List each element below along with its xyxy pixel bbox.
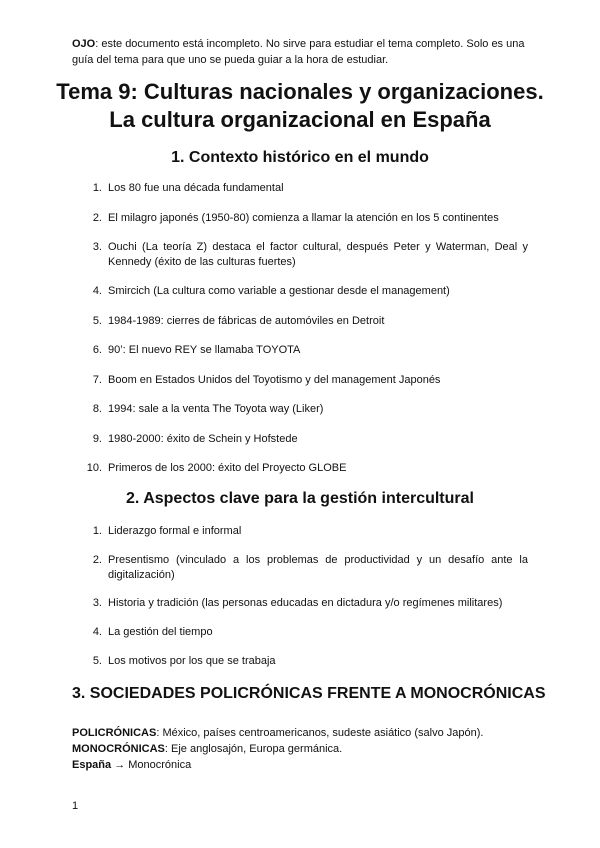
list-text: Liderazgo formal e informal: [108, 525, 242, 537]
monochronic-label: MONOCRÓNICAS: [72, 743, 165, 755]
list-text: El milagro japonés (1950-80) comienza a llamar la atención en los 5 continentes: [108, 211, 499, 224]
list-number: 4.: [92, 285, 102, 297]
list-item: [72, 524, 528, 553]
list-text: Primeros de los 2000: éxito del Proyecto GLOBE: [108, 462, 347, 474]
section-1-heading: 1. Contexto histórico en el mundo: [171, 149, 429, 166]
list-number: 5.: [92, 655, 102, 667]
page-number: 1: [72, 800, 79, 812]
list-item: [72, 284, 528, 314]
section-3-heading: 3. SOCIEDADES POLICRÓNICAS FRENTE A MONOCRÓNICAS: [72, 685, 546, 702]
list-item: [72, 402, 528, 432]
list-number: 5.: [92, 314, 102, 327]
list-text: 1980-2000: éxito de Schein y Hofstede: [108, 432, 298, 445]
monochronic-text: : Eje anglosajón, Europa germánica.: [164, 743, 343, 755]
title-line-1: Tema 9: Culturas nacionales y organizaciones.: [56, 79, 544, 104]
warning-note: [72, 36, 532, 68]
spain-text: → Monocrónica: [111, 759, 192, 771]
polychronic-line: [72, 725, 532, 741]
list-number: 4.: [92, 626, 102, 638]
warning-text: : este documento está incompleto. No sirve para estudiar el tema completo. Solo es una guía del tema para que uno se pueda guiar a la hora de estudiar.: [72, 38, 525, 66]
list-item: [72, 373, 528, 403]
list-text: Boom en Estados Unidos del Toyotismo y del management Japonés: [108, 373, 441, 386]
list-number: 3.: [92, 597, 102, 609]
list-text: Ouchi (La teoría Z) destaca el factor cultural, después Peter y Waterman, Deal y Kennedy (éxito de las culturas fuertes): [108, 241, 528, 268]
list-item: [72, 654, 528, 683]
list-number: 6.: [92, 344, 102, 356]
section-2-heading: 2. Aspectos clave para la gestión intercultural: [126, 490, 474, 507]
list-number: 1.: [92, 525, 102, 537]
list-item: [72, 211, 528, 241]
list-number: 2.: [92, 554, 102, 566]
list-number: 3.: [92, 241, 102, 253]
section-3-body: [72, 725, 532, 773]
title-line-2: La cultura organizacional en España: [109, 107, 491, 132]
list-number: 10.: [86, 462, 102, 474]
list-item: [72, 461, 528, 491]
polychronic-text: : México, países centroamericanos, sudeste asiático (salvo Japón).: [156, 727, 484, 739]
list-number: 8.: [92, 403, 102, 415]
list-text: Los motivos por los que se trabaja: [108, 655, 276, 667]
list-text: Presentismo (vinculado a los problemas de productividad y un desafío ante la digitalización): [108, 554, 528, 581]
spain-line: [72, 757, 532, 773]
list-number: 2.: [92, 211, 102, 224]
list-number: 7.: [92, 373, 102, 386]
list-text: Historia y tradición (las personas educadas en dictadura y/o regímenes militares): [108, 597, 503, 609]
list-item: [72, 343, 528, 373]
list-item: [72, 553, 528, 596]
list-text: 90’: El nuevo REY se llamaba TOYOTA: [108, 344, 301, 356]
list-item: [72, 314, 528, 344]
polychronic-label: POLICRÓNICAS: [72, 727, 157, 739]
list-text: Smircich (La cultura como variable a gestionar desde el management): [108, 285, 450, 297]
list-text: Los 80 fue una década fundamental: [108, 182, 284, 194]
warning-label: OJO: [72, 38, 96, 50]
list-number: 9.: [92, 432, 102, 445]
list-item: [72, 596, 528, 625]
spain-label: España: [72, 759, 112, 771]
list-item: [72, 181, 528, 211]
section-1-list: [72, 181, 528, 491]
list-text: La gestión del tiempo: [108, 626, 213, 638]
section-2-list: [72, 524, 528, 683]
document-title: [40, 78, 560, 134]
list-number: 1.: [92, 182, 102, 194]
list-item: [72, 625, 528, 654]
list-text: 1984-1989: cierres de fábricas de automóviles en Detroit: [108, 314, 385, 327]
monochronic-line: [72, 741, 532, 757]
list-text: 1994: sale a la venta The Toyota way (Liker): [108, 403, 324, 415]
list-item: [72, 432, 528, 462]
list-item: [72, 240, 528, 284]
